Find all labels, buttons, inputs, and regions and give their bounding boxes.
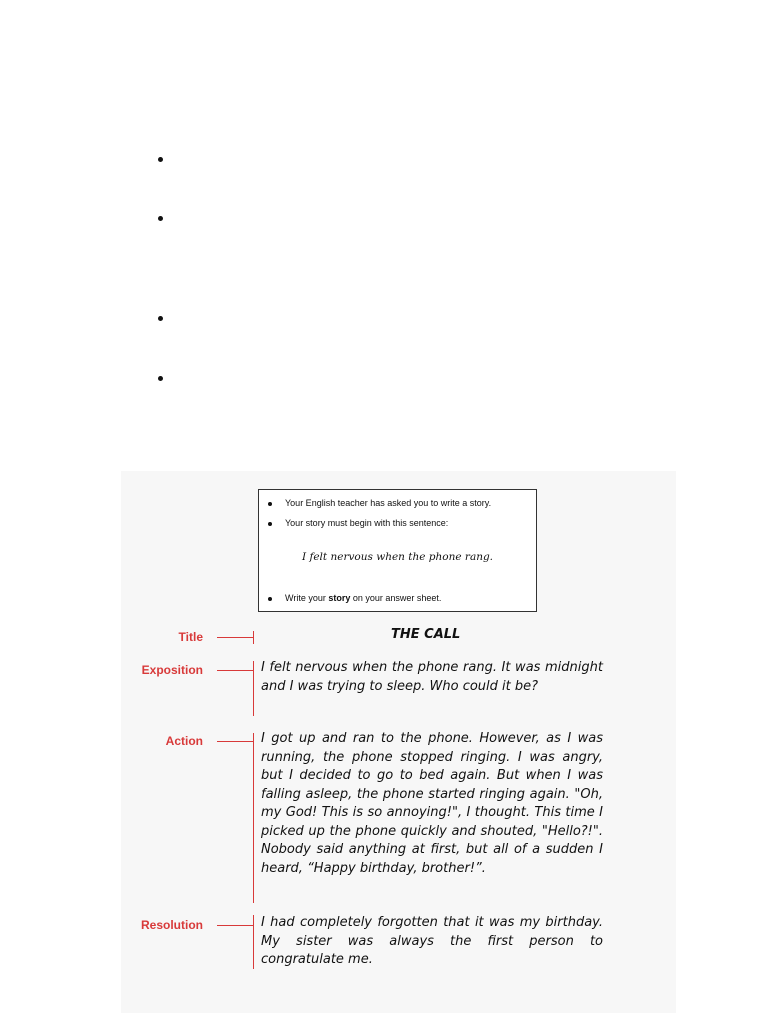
paragraph-resolution: I had completely forgotten that it was my birthday. My sister was always the first person to congratulate me. — [261, 915, 603, 967]
resolution-marker-bar — [253, 915, 254, 969]
story-figure — [121, 471, 676, 1013]
task-line-2: Your story must begin with this sentence: — [285, 518, 449, 528]
task-line-3 — [285, 593, 441, 603]
bullet-4 — [158, 376, 163, 381]
label-title: Title — [178, 630, 203, 644]
task-bullet-icon — [268, 522, 272, 526]
paragraph-exposition: I felt nervous when the phone rang. It was midnight and I was trying to sleep. Who could it be? — [261, 660, 603, 694]
story-title: THE CALL — [391, 627, 461, 642]
paragraph-action: I got up and ran to the phone. However, as I was running, the phone stopped ringing. I was angry, but I decided to go to bed again. But when I was falling asleep, the phone started ringing again. "Oh, my God! This is so annoying!", I thought. This time I picked up the phone quickly and shouted, "Hello?!". Nobody said anything at first, but all of a sudden I heard, “Happy birthday, brother!”. — [261, 731, 603, 876]
task-line-3-end: on your answer sheet. — [350, 593, 442, 603]
exposition-marker-bar — [253, 661, 254, 716]
resolution-connector-line — [217, 925, 253, 926]
task-line-3-bold: story — [328, 593, 351, 603]
action-marker-bar — [253, 733, 254, 903]
task-instructions-box — [258, 489, 537, 612]
bullet-2 — [158, 216, 163, 221]
label-action: Action — [165, 734, 203, 748]
task-opening-sentence: I felt nervous when the phone rang. — [301, 551, 494, 563]
title-connector-line — [217, 637, 253, 638]
bullet-1 — [158, 157, 163, 162]
title-marker-bar — [253, 631, 254, 644]
exposition-connector-line — [217, 670, 253, 671]
task-line-3-start: Write your — [285, 593, 329, 603]
task-line-1: Your English teacher has asked you to write a story. — [285, 498, 492, 508]
bullet-3 — [158, 316, 163, 321]
task-bullet-icon — [268, 597, 272, 601]
task-bullet-icon — [268, 502, 272, 506]
label-resolution: Resolution — [141, 918, 203, 932]
action-connector-line — [217, 741, 253, 742]
label-exposition: Exposition — [141, 663, 203, 677]
